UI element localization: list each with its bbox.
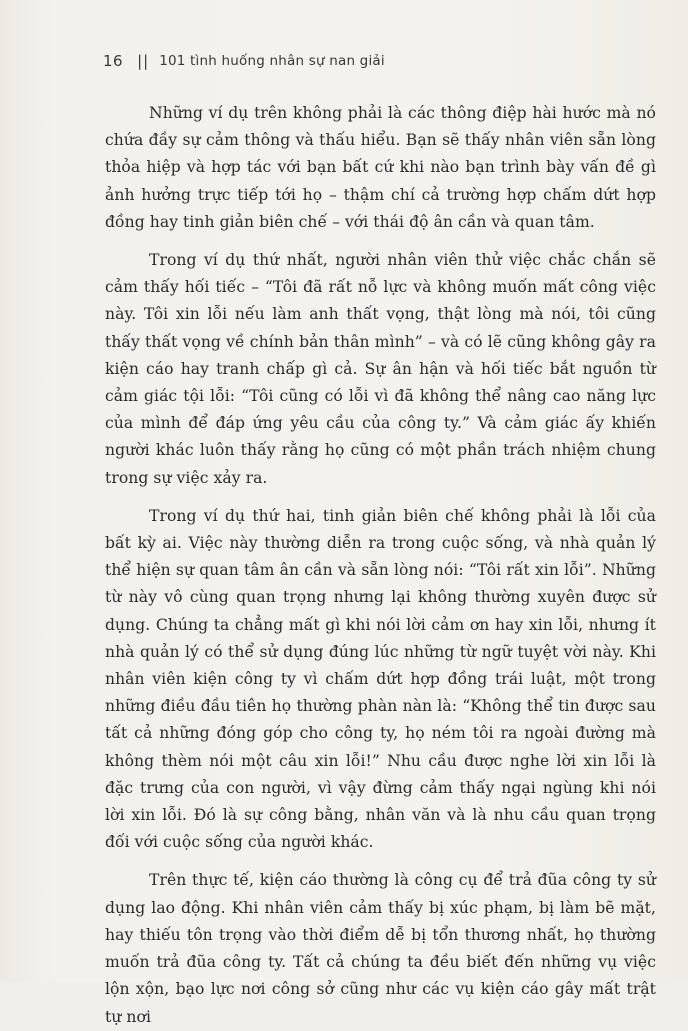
header-separator: || (137, 52, 150, 70)
paragraph: Trên thực tế, kiện cáo thường là công cụ để trả đũa công ty sử dụng lao động. Khi nhân viên cảm thấy bị xúc phạm, bị làm bẽ mặt, hay thiếu tôn trọng vào thời điểm dễ bị tổn thương nhất, họ thường muốn trả đũa công ty. Tất cả chúng ta đều biết đến những vụ việc lộn xộn, bạo lực nơi công sở cũng như các vụ kiện cáo gây mất trật tự nơi (105, 871, 656, 1026)
book-title: 101 tình huống nhân sự nan giải (159, 53, 385, 69)
page-number: 16 (103, 52, 124, 70)
running-header (103, 48, 385, 74)
body-text (105, 100, 656, 1031)
paragraph: Những ví dụ trên không phải là các thông điệp hài hước mà nó chứa đầy sự cảm thông và thấu hiểu. Bạn sẽ thấy nhân viên sẵn lòng thỏa hiệp và hợp tác với bạn bất cứ khi nào bạn trình bày vấn đề gì ảnh hưởng trực tiếp tới họ – thậm chí cả trường hợp chấm dứt hợp đồng hay tinh giản biên chế – với thái độ ân cần và quan tâm. (105, 104, 656, 231)
paragraph: Trong ví dụ thứ nhất, người nhân viên thử việc chắc chắn sẽ cảm thấy hối tiếc – “Tôi đã rất nỗ lực và không muốn mất công việc này. Tôi xin lỗi nếu làm anh thất vọng, thật lòng mà nói, tôi cũng thấy thất vọng về chính bản thân mình” – và có lẽ cũng không gây ra kiện cáo hay tranh chấp gì cả. Sự ân hận và hối tiếc bắt nguồn từ cảm giác tội lỗi: “Tôi cũng có lỗi vì đã không thể nâng cao năng lực của mình để đáp ứng yêu cầu của công ty.” Và cảm giác ấy khiến người khác luôn thấy rằng họ cũng có một phần trách nhiệm chung trong sự việc xảy ra. (105, 251, 656, 487)
paragraph: Trong ví dụ thứ hai, tinh giản biên chế không phải là lỗi của bất kỳ ai. Việc này thường diễn ra trong cuộc sống, và nhà quản lý thể hiện sự quan tâm ân cần và sẵn lòng nói: “Tôi rất xin lỗi”. Những từ này vô cùng quan trọng nhưng lại không thường xuyên được sử dụng. Chúng ta chẳng mất gì khi nói lời cảm ơn hay xin lỗi, nhưng ít nhà quản lý có thể sử dụng đúng lúc những từ ngữ tuyệt vời này. Khi nhân viên kiện công ty vì chấm dứt hợp đồng trái luật, một trong những điều đầu tiên họ thường phàn nàn là: “Không thể tin được sau tất cả những đóng góp cho công ty, họ ném tôi ra ngoài đường mà không thèm nói một câu xin lỗi!” Nhu cầu được nghe lời xin lỗi là đặc trưng của con người, vì vậy đừng cảm thấy ngại ngùng khi nói lời xin lỗi. Đó là sự công bằng, nhân văn và là nhu cầu quan trọng đối với cuộc sống của người khác. (105, 506, 656, 852)
